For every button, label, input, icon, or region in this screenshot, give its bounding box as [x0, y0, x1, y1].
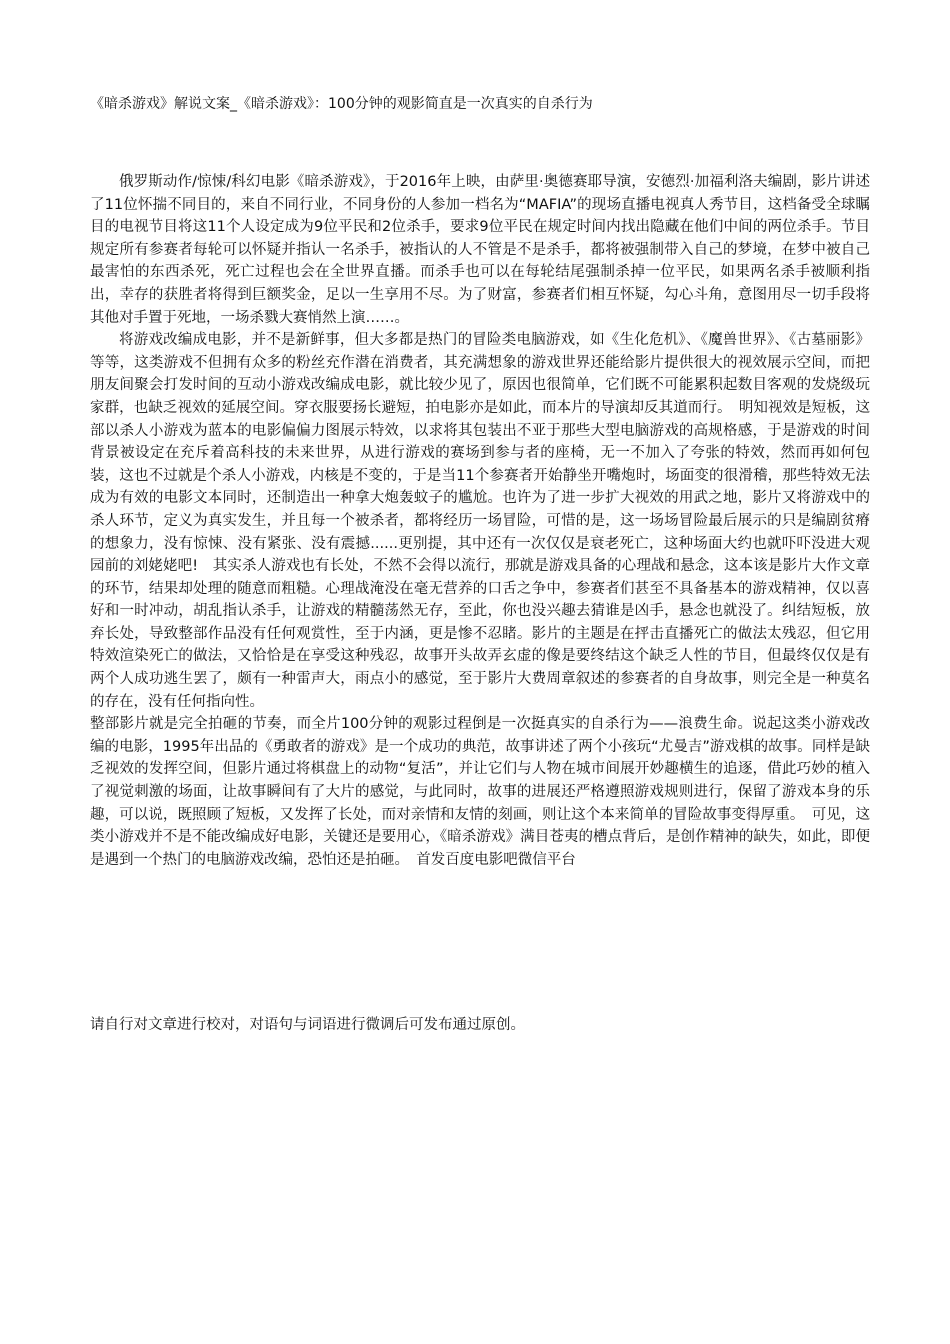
document-title: 《暗杀游戏》解说文案_《暗杀游戏》：100分钟的观影简直是一次真实的自杀行为	[90, 96, 593, 112]
article-paragraph-2: 将游戏改编成电影，并不是新鲜事，但大多都是热门的冒险类电脑游戏，如《生化危机》、《魔兽世界》、《古墓丽影》等等，这类游戏不但拥有众多的粉丝充作潜在消费者，其充满想象的游戏世界还能给影片提供很大的视效展示空间，而把朋友间聚会打发时间的互动小游戏改编成电影，就比较少见了，原因也很简单，它们既不可能累积起数目客观的发烧级玩家群，也缺乏视效的延展空间。穿衣服要扬长避短，拍电影亦是如此，而本片的导演却反其道而行。 明知视效是短板，这部以杀人小游戏为蓝本的电影偏偏力图展示特效，以求将其包装出不亚于那些大型电脑游戏的高规格感，于是游戏的时间背景被设定在充斥着高科技的未来世界，从进行游戏的赛场到参与者的座椅，无一不加入了夸张的特效，然而再如何包装，这也不过就是个杀人小游戏，内核是不变的，于是当11个参赛者开始静坐开嘴炮时，场面变的很滑稽，那些特效无法成为有效的电影文本同时，还制造出一种拿大炮轰蚊子的尴尬。也许为了进一步扩大视效的用武之地，影片又将游戏中的杀人环节，定义为真实发生，并且每一个被杀者，都将经历一场冒险，可惜的是，这一场场冒险最后展示的只是编剧贫瘠的想象力，没有惊悚、没有紧张、没有震撼......更别提，其中还有一次仅仅是衰老死亡，这种场面大约也就吓吓没进大观园前的刘姥姥吧! 其实杀人游戏也有长处，不然不会得以流行，那就是游戏具备的心理战和悬念，这本该是影片大作文章的环节，结果却处理的随意而粗糙。心理战淹没在毫无营养的口舌之争中，参赛者们甚至不具备基本的游戏精神，仅以喜好和一时冲动，胡乱指认杀手，让游戏的精髓荡然无存，至此，你也没兴趣去猜谁是凶手，悬念也就没了。纠结短板，放弃长处，导致整部作品没有任何观赏性，至于内涵，更是惨不忍睹。影片的主题是在抨击直播死亡的做法太残忍，但它用特效渲染死亡的做法，又恰恰是在享受这种残忍，故事开头故弄玄虚的像是要终结这个缺乏人性的节目，但最终仅仅是有两个人成功逃生罢了，颇有一种雷声大，雨点小的感觉，至于影片大费周章叙述的参赛者的自身故事，则完全是一种莫名的存在，没有任何指向性。	[90, 332, 870, 710]
article-body	[90, 171, 870, 871]
article-paragraph-3: 整部影片就是完全拍砸的节奏，而全片100分钟的观影过程倒是一次挺真实的自杀行为——浪费生命。说起这类小游戏改编的电影，1995年出品的《勇敢者的游戏》是一个成功的典范，故事讲述了两个小孩玩“尤曼吉”游戏棋的故事。同样是缺乏视效的发挥空间，但影片通过将棋盘上的动物“复活”，并让它们与人物在城市间展开妙趣横生的追逐，借此巧妙的植入了视觉刺激的场面，让故事瞬间有了大片的感觉，与此同时，故事的进展还严格遵照游戏规则进行，保留了游戏本身的乐趣，可以说，既照顾了短板，又发挥了长处，而对亲情和友情的刻画，则让这个本来简单的冒险故事变得厚重。 可见，这类小游戏并不是不能改编成好电影，关键还是要用心，《暗杀游戏》满目苍夷的槽点背后，是创作精神的缺失，如此，即便是遇到一个热门的电脑游戏改编，恐怕还是拍砸。 首发百度电影吧微信平台	[90, 716, 870, 868]
article-paragraph-1: 俄罗斯动作/惊悚/科幻电影《暗杀游戏》，于2016年上映，由萨里·奥德赛耶导演，安德烈·加福利洛夫编剧，影片讲述了11位怀揣不同目的，来自不同行业，不同身份的人参加一档名为“MAFIA”的现场直播电视真人秀节目，这档备受全球瞩目的电视节目将这11个人设定成为9位平民和2位杀手，要求9位平民在规定时间内找出隐藏在他们中间的两位杀手。节目规定所有参赛者每轮可以怀疑并指认一名杀手，被指认的人不管是不是杀手，都将被强制带入自己的梦境，在梦中被自己最害怕的东西杀死，死亡过程也会在全世界直播。而杀手也可以在每轮结尾强制杀掉一位平民，如果两名杀手被顺利指出，幸存的获胜者将得到巨额奖金，足以一生享用不尽。为了财富，参赛者们相互怀疑，勾心斗角，意图用尽一切手段将其他对手置于死地，一场杀戮大赛悄然上演……。	[90, 174, 870, 326]
proofread-note: 请自行对文章进行校对，对语句与词语进行微调后可发布通过原创。	[90, 1017, 525, 1033]
